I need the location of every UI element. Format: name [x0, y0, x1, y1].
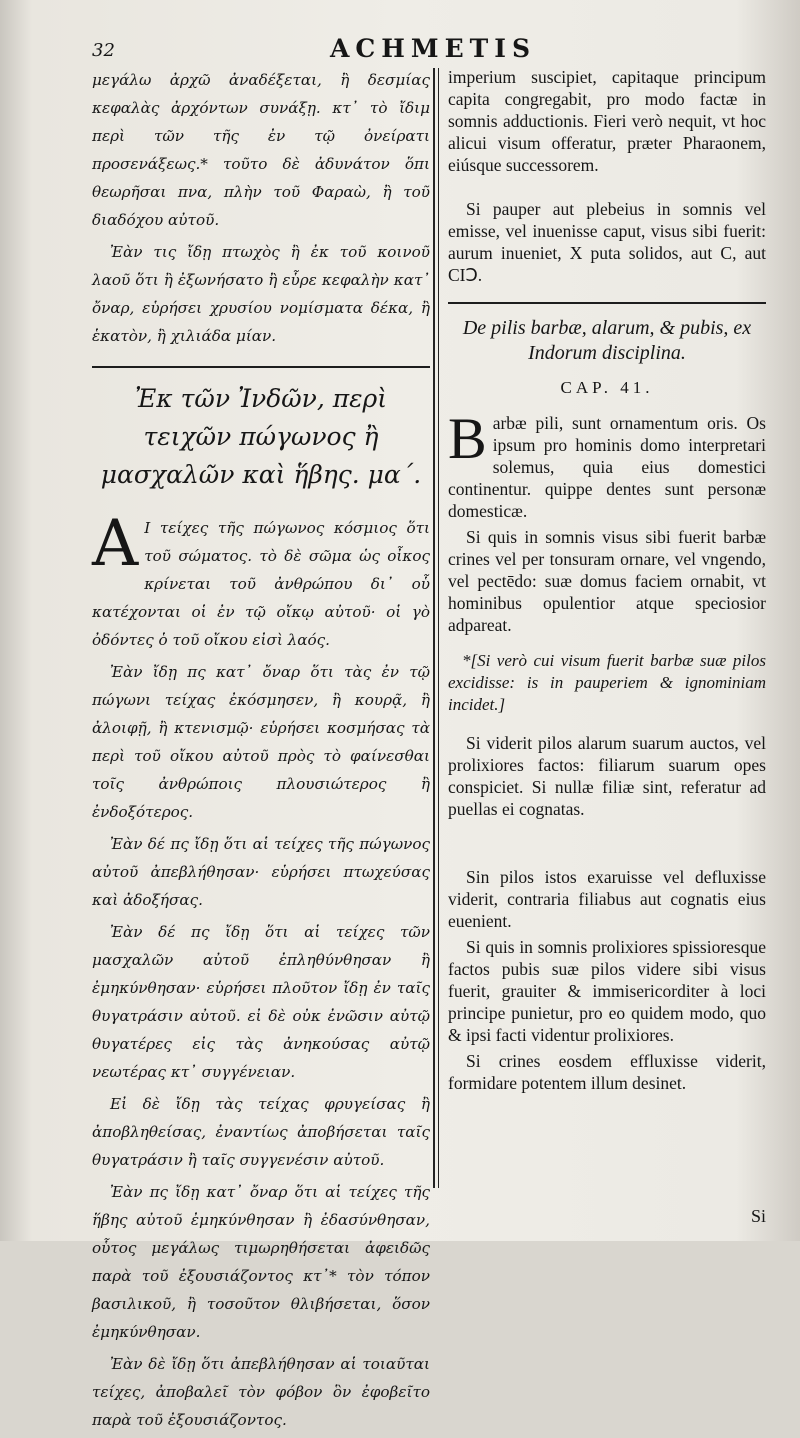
latin-paragraph: imperium suscipiet, capitaque principum capita congregabit, pro modo factæ in somnis adductionis. Fieri verò nequit, vt hoc alicui visum offeratur, præter Pharaonem, eiúsque successorem.	[448, 67, 766, 175]
latin-chapter-heading: De pilis barbæ, alarum, & pubis, ex Indorum disciplina.	[462, 317, 752, 364]
latin-column	[448, 66, 766, 1098]
page-number: 32	[92, 40, 115, 61]
greek-paragraph: Ἐὰν δὲ ἴδῃ ὅτι ἀπεβλήθησαν αἱ τοιαῦται τείχες, ἀποβαλεῖ τὸν φόβον ὃν ἐφοβεῖτο παρὰ τοῦ ἐξουσιάζοντος.	[92, 1355, 430, 1429]
greek-column	[92, 66, 430, 1438]
bracketed-note: *[Si verò cui visum fuerit barbæ suæ pilos excidisse: is in pauperiem & ignominiam incidet.]	[448, 651, 766, 714]
greek-first-paragraph	[92, 507, 430, 654]
latin-paragraph: arbæ pili, sunt ornamentum oris. Os ipsum pro hominis domo interpretari solemus, quia eius domestici continentur. quippe dentes sunt personæ domesticæ.	[448, 413, 766, 521]
greek-paragraph: Ι τείχες τῆς πώγωνος κόσμιος ὅτι τοῦ σώματος. τὸ δὲ σῶμα ὡς οἶκος κρίνεται τοῦ ἀνθρώπου δι᾽ οὗ κατέχονται οἱ ἐν τῷ οἴκῳ αὐτοῦ· οἱ γὸ ὀδόντες ὁ τοῦ οἴκου εἰσὶ λαός.	[92, 519, 430, 649]
greek-paragraph: Ἐὰν δέ πς ἴδῃ ὅτι αἱ τείχες τῆς πώγωνος αὐτοῦ ἀπεβλήθησαν· εὑρήσει πτωχεύσας καὶ ἀδοξήσας.	[92, 835, 430, 909]
greek-chapter-heading: Ἐκ τῶν Ἰνδῶν, περὶ τειχῶν πώγωνος ἢ μασχαλῶν καὶ ἥβης. μα΄.	[100, 384, 422, 489]
section-rule	[92, 366, 430, 368]
greek-paragraph: Ἐὰν δέ πς ἴδῃ ὅτι αἱ τείχες τῶν μασχαλῶν αὐτοῦ ἐπληθύνθησαν ἢ ἐμηκύνθησαν· εὑρήσει πλοῦτον ἴδῃ ἐν ταῖς θυγατράσιν αὐτοῦ. εἰ δὲ οὐκ ἐνῶσιν αὐτῷ θυγατέρες εἰς τὰς ἀνηκούσας αὐτῷ νεωτέρας κτ᾽ συγγένειαν.	[92, 923, 430, 1081]
running-head: ACHMETIS	[330, 34, 536, 63]
greek-paragraph: μεγάλω ἀρχῶ ἀναδέξεται, ἢ δεσμίας κεφαλὰς ἀρχόντων συνάξῃ. κτ᾽ τὸ ἴδιμ περὶ τῶν τῆς ἐν τῷ ὀνείρατι προσενάξεως.* τοῦτο δὲ ἀδυνάτον ὅπι θεωρῆσαι πνα, πλὴν τοῦ Φαραὼ, ἢ τοῦ διαδόχου αὐτοῦ.	[92, 71, 430, 229]
latin-paragraph: Si pauper aut plebeius in somnis vel emisse, vel inuenisse caput, visus sibi fuerit: aurum inueniet, X puta solidos, aut C, aut CIↃ.	[448, 199, 766, 285]
section-rule	[448, 302, 766, 304]
catchword: Si	[750, 1206, 766, 1226]
latin-paragraph: Si viderit pilos alarum suarum auctos, vel prolixiores factos: filiarum suarum opes conspiciet. Si nullæ filiæ sint, referatur ad puellas ei cognatas.	[448, 733, 766, 819]
latin-first-paragraph	[448, 406, 766, 522]
greek-paragraph: Ἐὰν ἴδῃ πς κατ᾽ ὄναρ ὅτι τὰς ἐν τῷ πώγωνι τείχας ἐκόσμησεν, ἢ κουρᾷ, ἢ ἀλοιφῇ, ἢ κτενισμῷ· εὑρήσει κοσμήσας τὰ περὶ τοῦ οἴκου αὐτοῦ πρὸς τὸ φαίνεσθαι τοῖς ἀνθρώποις πλουσιώτερος ἢ ἐνδοξότερος.	[92, 663, 430, 821]
column-divider	[433, 68, 435, 1188]
column-divider-thin	[438, 68, 439, 1188]
latin-paragraph: Si crines eosdem effluxisse viderit, formidare potentem illum desinet.	[448, 1051, 766, 1093]
greek-paragraph: Ἐὰν τις ἴδῃ πτωχὸς ἢ ἐκ τοῦ κοινοῦ λαοῦ ὅτι ἢ ἐξωνήσατο ἢ εὗρε κεφαλὴν κατ᾽ ὄναρ, εὑρήσει χρυσίου νομίσματα δέκα, ἢ ἑκατὸν, ἢ χιλιάδα μίαν.	[92, 243, 430, 345]
latin-drop-cap: B	[448, 406, 487, 471]
greek-drop-cap: Α	[92, 507, 139, 581]
latin-paragraph: Si quis in somnis prolixiores spissioresque factos pubis suæ pilos videre sibi visus fuerit, grauiter & immisericorditer à loci principe punietur, pro eo quidem modo, quo & ipsi facti videntur prolixiores.	[448, 937, 766, 1045]
latin-paragraph: Si quis in somnis visus sibi fuerit barbæ crines vel per tonsuram ornare, vel vngendo, vel pectēdo: suæ domus faciem ornabit, vt hominibus opulentior atque speciosior adpareat.	[448, 527, 766, 635]
latin-paragraph: Sin pilos istos exaruisse vel defluxisse viderit, contraria filiabus aut cognatis eius euenient.	[448, 867, 766, 931]
greek-paragraph: Εἰ δὲ ἴδῃ τὰς τείχας φρυγείσας ἢ ἀποβληθείσας, ἐναντίως ἀποβήσεται ταῖς θυγατράσιν ἢ ταῖς συγγενέσιν αὐτοῦ.	[92, 1095, 430, 1169]
chapter-number: CAP. 41.	[560, 378, 654, 397]
greek-paragraph: Ἐὰν πς ἴδῃ κατ᾽ ὄναρ ὅτι αἱ τείχες τῆς ἥβης αὐτοῦ ἐμηκύνθησαν ἢ ἐδασύνθησαν, οὗτος μεγάλως τιμωρηθήσεται ἀφειδῶς παρὰ τοῦ ἐξουσιάζοντος κτ᾽* τὸν τόπον βασιλικοῦ, ἢ τοσοῦτον θλιβήσεται, ὅσον ἐμηκύνθησαν.	[92, 1183, 430, 1341]
